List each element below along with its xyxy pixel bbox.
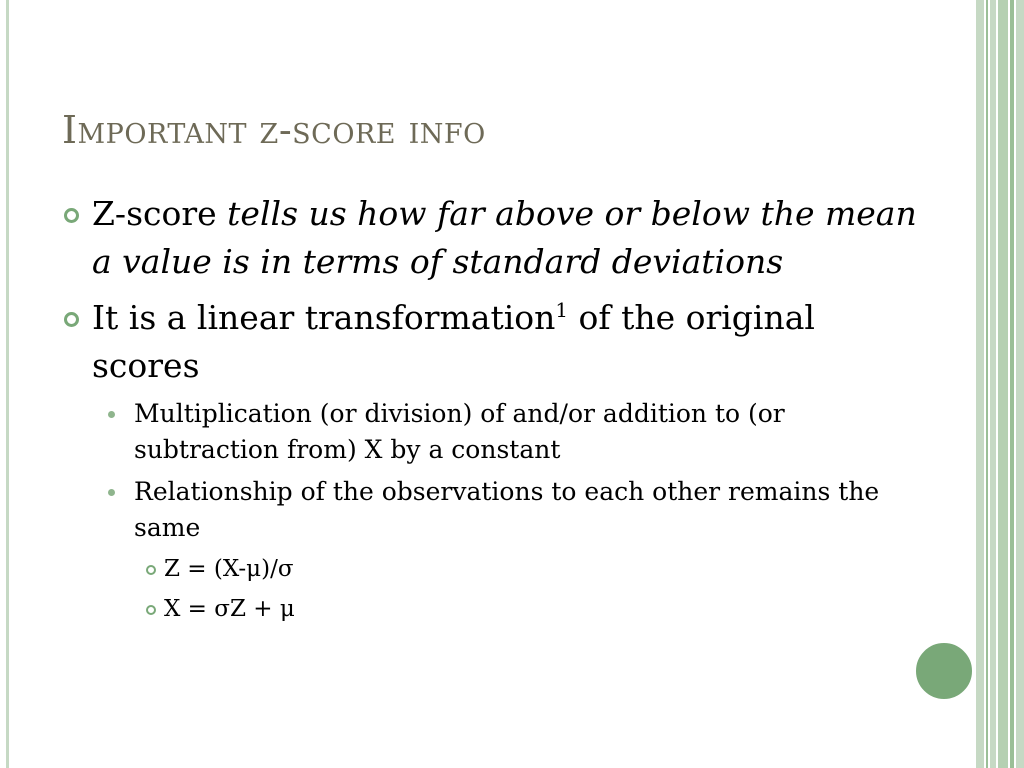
formula-text: Z = (X-μ)/σ (164, 556, 294, 582)
bullet-italic: tells us how far above or below the mean a value is in terms of standard deviations (92, 194, 917, 281)
decorative-stripe (990, 0, 996, 768)
bullet-linear-transformation (62, 294, 922, 390)
decorative-stripe (1016, 0, 1024, 768)
bullet-zscore-definition (62, 190, 922, 286)
decorative-stripe (976, 0, 984, 768)
bullet-lead: Z-score (92, 194, 228, 233)
small-ring-bullet-icon (146, 565, 156, 575)
decorative-stripe (1010, 0, 1014, 768)
dot-bullet-icon (108, 411, 115, 418)
ring-bullet-icon (64, 208, 79, 223)
formula-z (62, 552, 922, 586)
formula-text: X = σZ + μ (164, 596, 295, 622)
left-border-line (6, 0, 9, 768)
small-ring-bullet-icon (146, 605, 156, 615)
bullet-text: It is a linear transformation (92, 298, 556, 337)
slide-title: Important z-score info (62, 108, 486, 152)
slide-content (62, 190, 922, 626)
decorative-stripe (986, 0, 988, 768)
subbullet-text: Relationship of the observations to each other remains the same (134, 477, 880, 542)
decorative-circle (913, 640, 975, 702)
formula-x (62, 592, 922, 626)
subbullet-multiplication (62, 396, 922, 468)
footnote-marker: 1 (555, 299, 569, 322)
ring-bullet-icon (64, 312, 79, 327)
bullet-text-rest: of the original scores (92, 298, 815, 385)
dot-bullet-icon (108, 489, 115, 496)
decorative-stripe (998, 0, 1008, 768)
subbullet-relationship (62, 474, 922, 546)
subbullet-text: Multiplication (or division) of and/or addition to (or subtraction from) X by a constant (134, 399, 785, 464)
